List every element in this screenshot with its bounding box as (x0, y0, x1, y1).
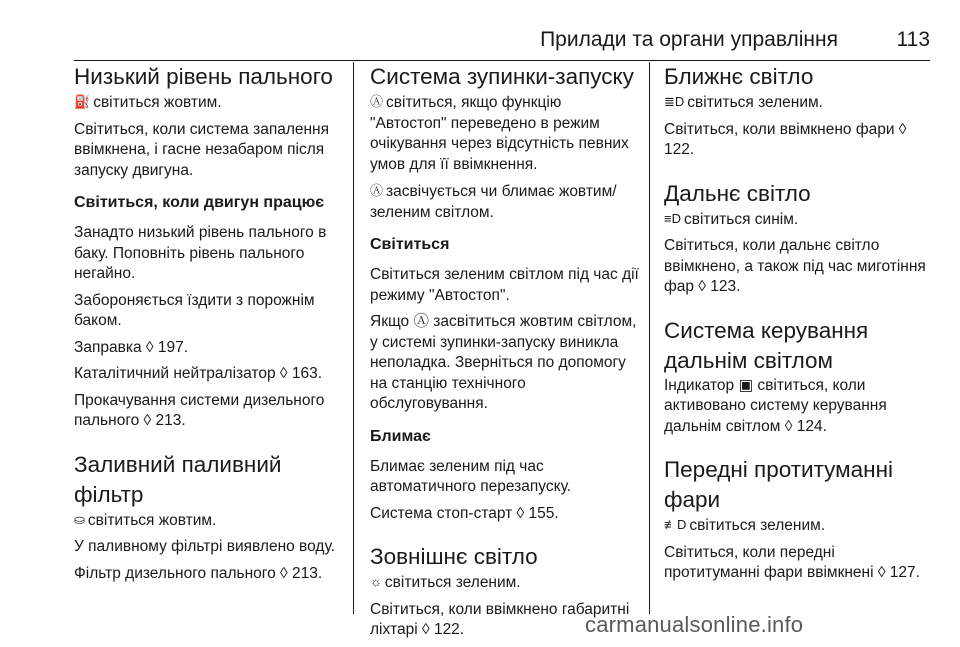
paragraph-text: світиться зеленим. (687, 94, 823, 111)
paragraph: У паливному фільтрі виявлено воду. (74, 538, 335, 555)
paragraph: Блимає зеленим під час автоматичного перезапуску. (370, 457, 572, 495)
paragraph (370, 92, 640, 175)
section-heading: Дальнє світло (664, 180, 811, 206)
front-fog-light-icon: ≢D (664, 517, 687, 532)
paragraph: Світиться, коли дальнє світло ввімкнено, а також під час миготіння фар ◊ 123. (664, 237, 926, 295)
subsection-heading: Блимає (370, 427, 431, 445)
section-heading: Система керування дальнім світлом (664, 317, 869, 373)
header-rule (74, 60, 930, 61)
paragraph: Якщо Ⓐ засвітиться жовтим світлом, у системі зупинки-запуску виникла неполадка. Зверніться по допомогу на станцію технічного обслуговування. (370, 313, 637, 412)
exterior-light-icon: ☼ (370, 574, 382, 589)
paragraph: Світиться, коли ввімкнено фари ◊ 122. (664, 120, 907, 158)
fuel-pump-icon: ⛽ (74, 94, 91, 109)
paragraph (664, 515, 934, 537)
watermark: carmanualsonline.info (585, 612, 804, 637)
auto-stop-icon: Ⓐ (370, 183, 384, 198)
paragraph: Світиться, коли ввімкнено габаритні ліхтарі ◊ 122. (370, 600, 630, 638)
low-beam-icon: ≣D (664, 94, 685, 109)
page-number: 113 (896, 28, 930, 51)
water-in-fuel-icon: ⛀ (74, 511, 85, 527)
paragraph: Світиться зеленим світлом під час дії режиму "Автостоп". (370, 266, 639, 304)
paragraph: Прокачування системи дизельного пального ◊ 213. (74, 391, 325, 429)
subsection-heading: Світиться (370, 236, 450, 253)
high-beam-icon: ≡D (664, 210, 681, 226)
page-title: Прилади та органи управління (540, 28, 838, 51)
paragraph-text: світиться, якщо функцію "Автостоп" переведено в режим очікування через відсутність певних умов для її ввімкнення. (370, 94, 629, 173)
paragraph-text: світиться зеленим. (384, 574, 521, 591)
paragraph: Індикатор ▣ світиться, коли активовано систему керування дальнім світлом ◊ 124. (664, 376, 887, 435)
paragraph: Світиться, коли передні протитуманні фари ввімкнені ◊ 127. (664, 543, 920, 581)
paragraph: Фільтр дизельного пального ◊ 213. (74, 564, 323, 582)
column-right (664, 62, 934, 590)
paragraph (74, 92, 344, 114)
section-heading: Ближнє світло (664, 64, 814, 89)
paragraph: Каталітичний нейтралізатор ◊ 163. (74, 365, 323, 382)
column-middle (370, 62, 640, 647)
column-divider (353, 62, 354, 614)
paragraph (74, 510, 344, 532)
auto-stop-icon: Ⓐ (370, 94, 384, 109)
subsection-heading: Світиться, коли двигун працює (74, 194, 325, 211)
paragraph-text: світиться жовтим. (87, 511, 217, 529)
paragraph (664, 92, 934, 114)
paragraph: Занадто низький рівень пального в баку. Поповніть рівень пального негайно. (74, 224, 327, 282)
section-heading: Заливний паливний фільтр (74, 451, 282, 507)
paragraph (664, 209, 934, 231)
paragraph-text: світиться жовтим. (93, 94, 222, 111)
section-heading: Зовнішнє світло (370, 544, 538, 569)
paragraph-text: світиться синім. (683, 210, 799, 228)
paragraph-text: засвічується чи блимає жовтим/ зеленим світлом. (370, 183, 617, 221)
paragraph: Система стоп-старт ◊ 155. (370, 504, 559, 522)
paragraph: Заправка ◊ 197. (74, 338, 189, 356)
column-left (74, 62, 344, 590)
paragraph: Забороняється їздити з порожнім баком. (74, 291, 315, 329)
section-heading: Система зупинки-запуску (370, 64, 634, 89)
paragraph (370, 181, 640, 223)
page-header (74, 22, 930, 52)
section-heading: Низький рівень пального (74, 64, 333, 89)
column-divider (649, 62, 650, 614)
section-heading: Передні протитуманні фари (664, 457, 893, 512)
paragraph: Світиться, коли система запалення ввімкнена, і гасне незабаром після запуску двигуна. (74, 120, 330, 179)
paragraph (370, 572, 640, 594)
paragraph-text: світиться зеленим. (689, 517, 826, 534)
